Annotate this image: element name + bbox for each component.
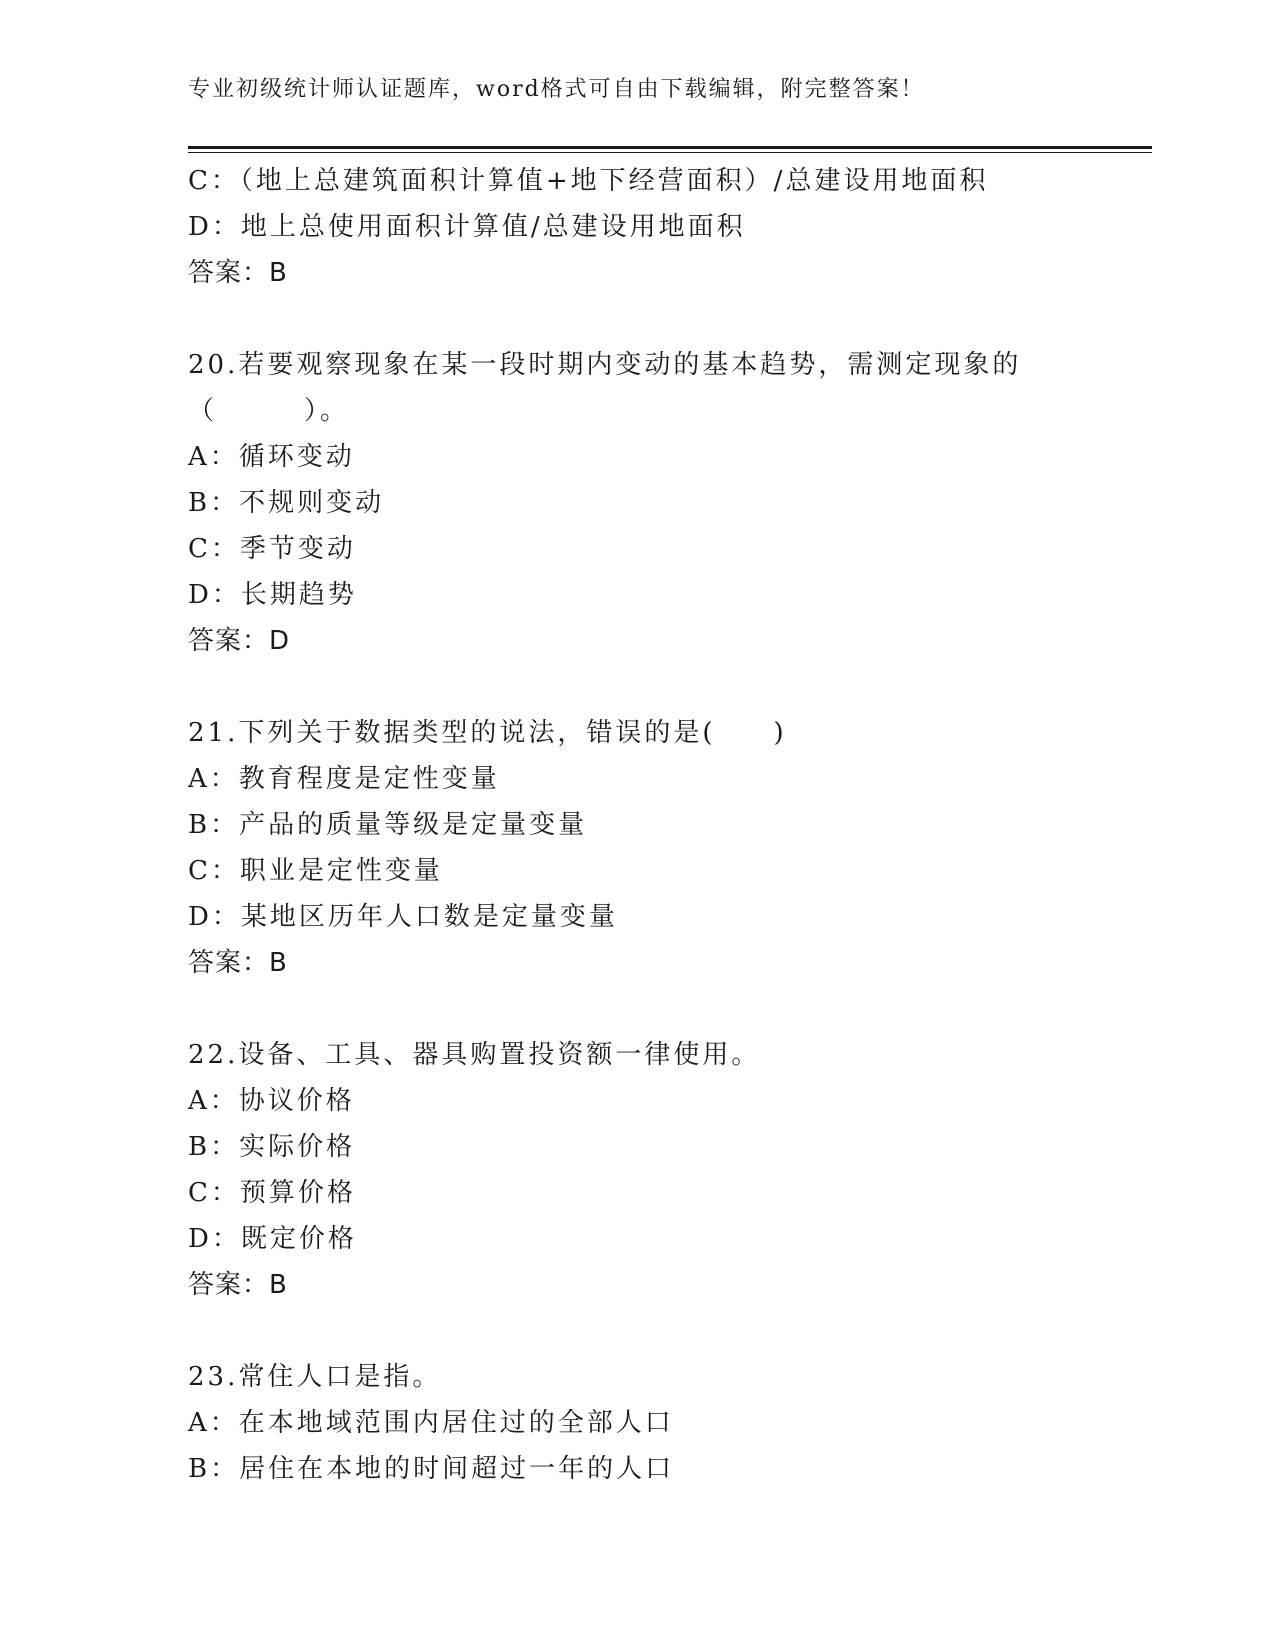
text-line: B：产品的质量等级是定量变量 — [188, 810, 588, 840]
blank-line — [188, 664, 1088, 710]
text-line: 22.设备、工具、器具购置投资额一律使用。 — [188, 1040, 761, 1070]
text-line: B：不规则变动 — [188, 488, 385, 518]
text-line: B：居住在本地的时间超过一年的人口 — [188, 1454, 675, 1484]
blank-line — [188, 296, 1088, 342]
text-line: 23.常住人口是指。 — [188, 1362, 442, 1392]
header-rule-thin — [188, 152, 1152, 153]
text-line: （ ）。 — [188, 396, 350, 426]
text-line: D：地上总使用面积计算值/总建设用地面积 — [188, 212, 746, 242]
text-line: A：循环变动 — [188, 442, 355, 472]
blank-line — [188, 986, 1088, 1032]
text-line: 20.若要观察现象在某一段时期内变动的基本趋势，需测定现象的 — [188, 350, 1022, 380]
text-line: C：季节变动 — [188, 534, 356, 564]
answer-line: 答案：D — [188, 626, 291, 656]
answer-line: 答案：B — [188, 258, 288, 288]
text-line: B：实际价格 — [188, 1132, 356, 1162]
text-line: A：在本地域范围内居住过的全部人口 — [188, 1408, 674, 1438]
text-line: D：既定价格 — [188, 1224, 357, 1254]
text-line: A：教育程度是定性变量 — [188, 764, 500, 794]
blank-line — [188, 1308, 1088, 1354]
text-line: D：长期趋势 — [188, 580, 357, 610]
text-line: C：职业是定性变量 — [188, 856, 443, 886]
text-line: C：预算价格 — [188, 1178, 356, 1208]
text-line: A：协议价格 — [188, 1086, 355, 1116]
text-line: 21.下列关于数据类型的说法，错误的是( ) — [188, 718, 787, 748]
page-header: 专业初级统计师认证题库，word格式可自由下载编辑，附完整答案！ — [188, 77, 925, 102]
text-line: D：某地区历年人口数是定量变量 — [188, 902, 618, 932]
answer-line: 答案：B — [188, 1270, 288, 1300]
header-rule-thick — [188, 146, 1152, 149]
question-content — [188, 158, 1088, 1492]
text-line: C：（地上总建筑面积计算值+地下经营面积）/总建设用地面积 — [188, 166, 989, 196]
answer-line: 答案：B — [188, 948, 288, 978]
